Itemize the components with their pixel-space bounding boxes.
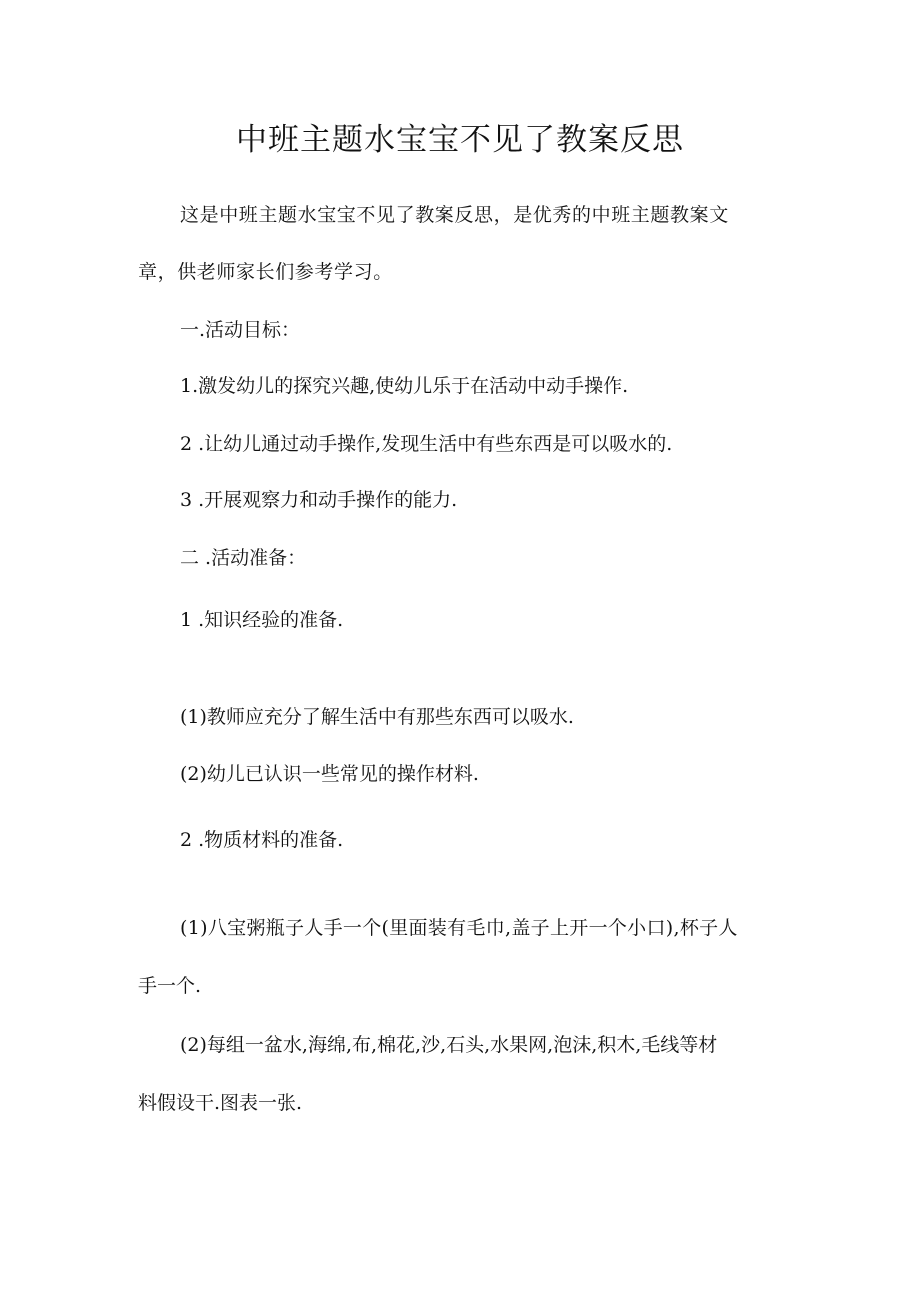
prep-materials-item-2-line-2: 料假设干.图表一张. bbox=[138, 1092, 303, 1114]
section-heading-preparation: 二 .活动准备： bbox=[180, 547, 307, 569]
prep-materials-item-1-line-2: 手一个. bbox=[138, 975, 202, 997]
document-title: 中班主题水宝宝不见了教案反思 bbox=[236, 122, 684, 158]
section-heading-goals: 一.活动目标： bbox=[180, 319, 301, 341]
prep-materials-item-2-line-1: (2)每组一盆水,海绵,布,棉花,沙,石头,水果网,泡沫,积木,毛线等材 bbox=[180, 1034, 718, 1056]
prep-materials-item-1-line-1: (1)八宝粥瓶子人手一个(里面装有毛巾,盖子上开一个小口),杯子人 bbox=[180, 917, 738, 939]
intro-paragraph-line-1: 这是中班主题水宝宝不见了教案反思，是优秀的中班主题教案文 bbox=[180, 204, 729, 226]
prep-subheading-knowledge: 1 .知识经验的准备. bbox=[180, 609, 344, 631]
prep-knowledge-item-2: (2)幼儿已认识一些常见的操作材料. bbox=[180, 763, 479, 785]
goal-item-3: 3 .开展观察力和动手操作的能力. bbox=[180, 489, 458, 511]
goal-item-1: 1.激发幼儿的探究兴趣,使幼儿乐于在活动中动手操作. bbox=[180, 375, 629, 397]
prep-subheading-materials: 2 .物质材料的准备. bbox=[180, 829, 344, 851]
intro-paragraph-line-2: 章，供老师家长们参考学习。 bbox=[138, 261, 393, 283]
prep-knowledge-item-1: (1)教师应充分了解生活中有那些东西可以吸水. bbox=[180, 706, 574, 728]
goal-item-2: 2 .让幼儿通过动手操作,发现生活中有些东西是可以吸水的. bbox=[180, 433, 673, 455]
